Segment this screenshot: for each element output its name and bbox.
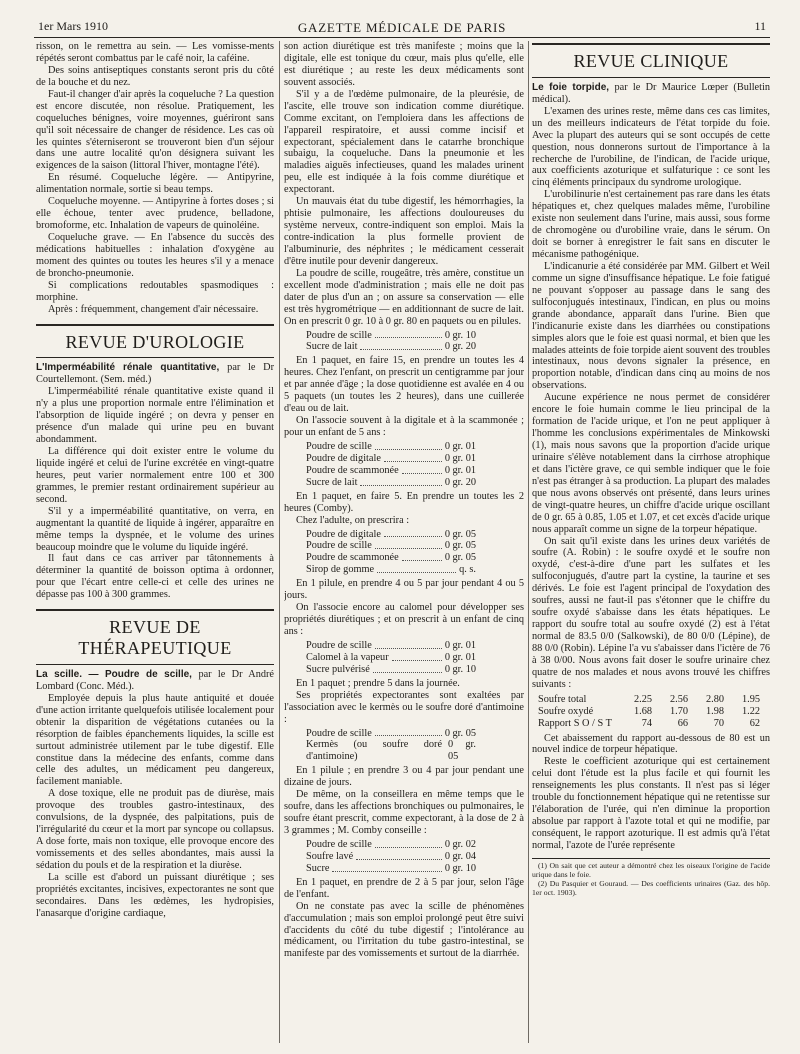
table-cell: 74 [641, 717, 652, 729]
paragraph: Ses propriétés expectorantes sont exaltées par l'association avec le kermès ou le soufre doré d'antimoine : [284, 689, 524, 725]
ingredient: Poudre de scille [306, 639, 372, 651]
ingredient: Poudre de scille [306, 540, 372, 552]
prescription-line [306, 863, 476, 875]
dot-leader [375, 441, 442, 450]
paragraph: La différence qui doit exister entre le volume du liquide ingéré et celui de l'urine excrétée en vingt-quatre heures, peut varier normalement entre 100 et 300 grammes, le premier restant ordinairement supérieur au second. [36, 446, 274, 505]
prescription-line [306, 341, 476, 353]
paragraph: On l'associe souvent à la digitale et à la scammonée ; pour un enfant de 5 ans : [284, 415, 524, 438]
dot-leader [402, 465, 442, 474]
ingredient: Poudre de scille [306, 440, 372, 452]
table-row [538, 694, 770, 706]
dot-leader [356, 851, 442, 860]
paragraph: La scille est d'abord un puissant diurétique ; ses propriétés excitantes, incisives, expectorantes ne sont que secondaires. Dans les œdèmes, les hydropisies, l'anasarque d'origine cardiaque, [36, 871, 274, 919]
footnotes [532, 858, 770, 898]
table-row [538, 718, 770, 730]
dose: 0 gr. 01 [444, 651, 476, 663]
journal-title: GAZETTE MÉDICALE DE PARIS [297, 20, 507, 35]
paragraph: En 1 paquet, en faire 5. En prendre un toutes les 2 heures (Comby). [284, 490, 524, 514]
article-byline: par le Dr Maurice Lœper (Bulletin médical). [532, 81, 770, 105]
paragraph: Reste le coefficient azoturique qui est certainement celui dont l'étude est la plus facile et qui fournit les renseignements les plus constants. Il n'est pas si léger trouble du fonctionnement hépatique qui ne retentisse sur l'élaboration de l'urée, qui n'en diminue la proportion absolue par rapport à l'azote total et qui ne modifie, par conséquent, le rapport azoturique. Il est admis qu'à l'état normal, l'azote de l'urée représente [532, 756, 770, 851]
sulfur-table [538, 694, 770, 730]
dot-leader [375, 330, 442, 339]
prescription-line [306, 728, 476, 740]
dose: 0 gr. 05 [448, 739, 476, 763]
paragraph: L'urobilinurie n'est certainement pas rare dans les états hépatiques et, chez quelques malades même, l'urobiline existe non seulement dans l'urine, mais aussi, sous forme de chromogène ou d'urobiline vraie, dans le sérum. On doit se borner à enregistrer le fait sans en discuter le mécanisme pathogénique. [532, 189, 770, 260]
dose: 0 gr. 05 [444, 727, 476, 739]
article-title: L'Imperméabilité rénale quantitative, [36, 362, 220, 374]
paragraph: L'indicanurie a été considérée par MM. Gilbert et Weil comme un signe d'insuffisance hépatique. Le foie fatigué ne pouvant s'opposer au passage dans le sang des sulfoconjugués intestinaux, l'indican, en plus ou moins grande abondance, apparaît dans l'urine. Bien que l'indicanurie existe dans les diarrhées ou constipations simples alors que le foie est quasi normal, et bien que les malades atteints de foie torpide aient souvent des troubles intestinaux, nous devons signaler la présence, en proportion notable, d'indican dans cinq au moins de nos observations. [532, 260, 770, 392]
prescription-line [306, 640, 476, 652]
page-header [38, 20, 766, 36]
article-title: La scille. — Poudre de scille, [36, 668, 192, 680]
dose: 0 gr. 05 [444, 552, 476, 564]
prescription-line [306, 851, 476, 863]
paragraph: S'il y a imperméabilité quantitative, on verra, en augmentant la quantité de liquide à ingérer, apparaître en même temps la dyspnée, et le volume des urines beaucoup moindre que le volume du liquide ingéré. [36, 505, 274, 553]
table-cell: 70 [713, 717, 724, 729]
paragraph: De même, on la conseillera en même temps que le soufre, dans les affections bronchiques ou pulmonaires, le soufre étant prescrit, comme expectorant, à la dose de 2 à 3 grammes ; M. Comby conseille : [284, 789, 524, 836]
section-heading-urologie: REVUE D'UROLOGIE [36, 324, 274, 359]
dot-leader [375, 640, 442, 649]
dot-leader [384, 453, 442, 462]
prescription-block [306, 728, 476, 764]
table-cell: 1.22 [741, 705, 760, 717]
prescription-line [306, 529, 476, 541]
column-right [532, 41, 770, 1043]
dose: 0 gr. 05 [444, 528, 476, 540]
ingredient: Poudre de scille [306, 838, 372, 850]
table-cell: 1.95 [741, 693, 760, 705]
article-byline: par le Dr Courtellemont. (Sem. méd.) [36, 362, 274, 386]
prescription-block [306, 529, 476, 577]
dose: q. s. [459, 564, 476, 576]
footnote: (1) On sait que cet auteur a démontré chez les oiseaux l'origine de l'acide urique dans le foie. [532, 860, 770, 879]
table-cell: 66 [677, 717, 688, 729]
paragraph: En 1 paquet, en faire 15, en prendre un toutes les 4 heures. Chez l'enfant, on prescrit un centigramme par jour et par année d'âge ; la dose quotidienne est avalée en 4 ou 5 paquets (un toutes les 2 heures), dans une cuillerée d'eau ou de lait. [284, 355, 524, 415]
dose: 0 gr. 20 [444, 341, 476, 353]
column-divider [279, 41, 280, 1043]
prescription-line [306, 453, 476, 465]
table-row [538, 706, 770, 718]
table-cell: 1.70 [669, 705, 688, 717]
dose: 0 gr. 10 [444, 663, 476, 675]
paragraph: son action diurétique est très manifeste ; moins que la digitale, elle est tonique du cœur, mais plus qu'elle, elle est diurétique ; au reste les deux médicaments sont souvent associés. [284, 41, 524, 88]
ingredient: Poudre de scille [306, 329, 372, 341]
article-heading [532, 82, 770, 106]
ingredient: Kermès (ou soufre doré d'antimoine) [306, 739, 443, 763]
dot-leader [375, 839, 442, 848]
prescription-line [306, 839, 476, 851]
prescription-line [306, 540, 476, 552]
paragraph: Un mauvais état du tube digestif, les hémorrhagies, la phtisie pulmonaire, les affections douloureuses du système nerveux, contre-indiquent son emploi. Mais la contre-indication la plus formelle provient de l'albuminurie, des néphrites ; le médicament cesserait d'être inutile pour devenir dangereux. [284, 196, 524, 267]
paragraph: Cet abaissement du rapport au-dessous de 80 est un nouvel indice de torpeur hépatique. [532, 732, 770, 756]
dot-leader [332, 863, 441, 872]
prescription-block [306, 441, 476, 489]
dot-leader [360, 477, 441, 486]
dose: 0 gr. 01 [444, 440, 476, 452]
section-heading-clinique: REVUE CLINIQUE [532, 43, 770, 78]
paragraph: Employée depuis la plus haute antiquité et douée d'une action irritante quelquefois utilisée localement pour obtenir la disparition de végétations cutanées ou la résorption de faibles épanchements liquides, la scille est surtout administrée utilement par le tube digestif. Elle constitue dans la médecine des enfants, comme dans celle des adultes, un médicament peu dangereux, facilement maniable. [36, 692, 274, 788]
dot-leader [402, 552, 442, 561]
paragraph: Aucune expérience ne nous permet de considérer encore le foie humain comme le lieu principal de la formation de l'acide urique, et l'on ne peut appliquer à l'homme les conclusions expérimentales de Minkowski (1), mais nous savons que la proportion d'acide urique urinaire s'élève notablement dans la cirrhose atrophique et dans l'ictère grave, ce qui semble indiquer que le foie n'est pas étranger à sa production. La plupart des malades que nous avons observés ont présenté, dans leurs urines de vingt-quatre heures, un chiffre d'acide urique oscillant de 0 gr. 65 à 0.85, 1.05 et 1.07, et cet excès d'acide urique nous apparaît comme un signe de la torpeur hépatique. [532, 392, 770, 535]
ingredient: Calomel à la vapeur [306, 651, 389, 663]
prescription-line [306, 477, 476, 489]
ingredient: Sucre [306, 862, 330, 874]
prescription-line [306, 330, 476, 342]
paragraph: Faut-il changer d'air après la coqueluche ? La question est encore discutée, non résolue. Pratiquement, les coqueluches bénignes, voire moyennes, guériront sans qu'il soit nécessaire de changer de résidence. Les cas où les quintes s'éterniseront se trouveront bien d'un séjour dans une autre localité qu'on désignera suivant les exigences de la saison (littoral l'hiver, montagne l'été). [36, 88, 274, 172]
row-label: Soufre oxydé [538, 705, 594, 717]
paragraph: En résumé. Coqueluche légère. — Antipyrine, alimentation normale, sortie si beau temps. [36, 172, 274, 196]
paragraph: L'examen des urines reste, même dans ces cas limites, un des meilleurs indicateurs de l'état torpide du foie. Avec la plupart des auteurs qui se sont occupés de cette question, nous donnerons surtout de l'importance à la recherche de l'urobiline, de l'indican, de l'acide urique, aux coefficients azoturique et sulfaturique : ce sont les cinq éléments principaux du syndrome urologique. [532, 105, 770, 189]
ingredient: Poudre de scille [306, 727, 372, 739]
dot-leader [373, 664, 442, 673]
paragraph: L'imperméabilité rénale quantitative existe quand il n'y a plus une proportion normale entre l'élimination et l'absorption de liquide ingéré ; on devra y penser en présence d'un malade qui urine peu en buvant abondamment. [36, 386, 274, 446]
table-cell: 1.68 [633, 705, 652, 717]
table-cell: 62 [749, 717, 760, 729]
footnote: (2) Du Pasquier et Gouraud. — Des coefficients urinaires (Gaz. des hôp. 1er oct. 1903). [532, 878, 770, 897]
issue-date: 1er Mars 1910 [38, 19, 108, 33]
dose: 0 gr. 01 [444, 639, 476, 651]
page-number: 11 [754, 19, 766, 33]
prescription-line [306, 465, 476, 477]
dot-leader [375, 728, 442, 737]
row-label: Soufre total [538, 693, 587, 705]
paragraph: En 1 paquet ; prendre 5 dans la journée. [296, 677, 460, 689]
prescription-block [306, 330, 476, 354]
paragraph: En 1 pilule, en prendre 4 ou 5 par jour pendant 4 ou 5 jours. [284, 578, 524, 602]
paragraph: Des soins antiseptiques constants seront pris du côté de la bouche et du nez. [36, 64, 274, 88]
ingredient: Soufre lavé [306, 850, 354, 862]
paragraph: On ne constate pas avec la scille de phénomènes d'accumulation ; mais son emploi prolongé peut être suivi d'accidents du côté du tube digestif ; l'intolérance au médicament, ou l'irritation du tube gastro-intestinal, se manifeste par des vomissements et surtout de la diarrhée. [284, 900, 524, 960]
table-cell: 2.80 [705, 693, 724, 705]
paragraph: En 1 paquet, en prendre de 2 à 5 par jour, selon l'âge de l'enfant. [284, 876, 524, 900]
paragraph: Si complications redoutables spasmodiques : morphine. [36, 279, 274, 303]
paragraph: On sait qu'il existe dans les urines deux variétés de soufre (A. Robin) : le soufre oxydé et le soufre non oxydé, c'est-à-dire d'une part les sulfates et les sulfoconjugués, d'autre part la cystine, la taurine et ses dérivés. Le foie est l'agent principal de l'oxydation des soufres, aussi ne faut-il pas s'étonner que le chiffre du soufre oxydé s'abaisse dans les états hépatiques. Le rapport du soufre total au soufre oxydé (2) est à l'état normal de 83.5 0/0 (Salkowski), de 80 0/0 (Lépine), de 88 0/0 (Robin). Lépine l'a vu s'abaisser dans l'ictère de 76 à 38 0/00. Nous avons fait doser le soufre urinaire chez quatre de nos malades et nous avons trouvé les chiffres suivants : [532, 535, 770, 690]
prescription-line [306, 664, 476, 676]
prescription-block [306, 839, 476, 875]
table-cell: 2.25 [633, 693, 652, 705]
prescription-block [306, 640, 476, 676]
article-heading [36, 669, 274, 693]
paragraph: A dose toxique, elle ne produit pas de diurèse, mais provoque des troubles gastro-intestinaux, des convulsions, de la dyspnée, des palpitations, puis de l'irrégularité du cœur et la mort par syncope ou collapsus. A dose forte, mais non toxique, elle provoque encore des vomissements et des selles abondantes, mais aussi la sédation du pouls et de la respiration et la diurèse. [36, 788, 274, 871]
column-divider [528, 41, 529, 1043]
row-label: Rapport S O / S T [538, 717, 612, 729]
dot-leader [392, 652, 442, 661]
dot-leader [384, 529, 442, 538]
paragraph: Après : fréquemment, changement d'air nécessaire. [48, 303, 259, 315]
prescription-line [306, 552, 476, 564]
dose: 0 gr. 10 [444, 862, 476, 874]
column-left [36, 41, 274, 1043]
paragraph: On l'associe encore au calomel pour développer ses propriétés diurétiques ; et on prescrit à un enfant de cinq ans : [284, 602, 524, 637]
article-title: Le foie torpide, [532, 81, 610, 93]
prescription-line [306, 441, 476, 453]
paragraph: Il faut dans ce cas arriver par tâtonnements à déterminer la quantité de boisson optima à ordonner, pour que l'écart entre celle-ci et celle des urines ne dépasse pas 100 à 300 grammes. [36, 553, 274, 601]
paragraph: Chez l'adulte, on prescrira : [296, 514, 410, 526]
table-cell: 1.98 [705, 705, 724, 717]
paragraph: Coqueluche moyenne. — Antipyrine à fortes doses ; si elle échoue, tenter avec prudence, belladone, bromoforme, etc. Inhalation de vapeurs de quinoléine. [36, 196, 274, 232]
prescription-line [306, 652, 476, 664]
dose: 0 gr. 02 [444, 838, 476, 850]
ingredient: Sucre pulvérisé [306, 663, 370, 675]
dose: 0 gr. 01 [444, 452, 476, 464]
dot-leader [377, 564, 456, 573]
prescription-line [306, 739, 476, 763]
dose: 0 gr. 20 [444, 476, 476, 488]
column-middle [284, 41, 524, 1043]
paragraph: La poudre de scille, rougeâtre, très amère, constitue un excellent mode d'administration ; mais elle ne doit pas dater de plus d'un an ; on assure sa conservation — elle est très hygrométrique — en additionnant de sucre de lait. On en prescrit 0 gr. 10 à 0 gr. 80 en paquets ou en pilules. [284, 267, 524, 327]
ingredient: Poudre de digitale [306, 452, 381, 464]
ingredient: Sucre de lait [306, 341, 358, 353]
dot-leader [360, 341, 441, 350]
paragraph: S'il y a de l'œdème pulmonaire, de la pleurésie, de l'ascite, elle trouve son indication comme diurétique. Comme excitant, on l'emploiera dans les affections de l'appareil respiratoire, et aussi comme incisif et expectorant, spécialement dans le catarrhe bronchique subaigu, la coqueluche. Dans la pneumonie et les maladies aiguës infectieuses, quand les malades urinent peu, elle est indiquée à la fois comme diurétique et expectorant. [284, 88, 524, 196]
ingredient: Poudre de digitale [306, 528, 381, 540]
dose: 0 gr. 10 [444, 329, 476, 341]
dose: 0 gr. 04 [444, 850, 476, 862]
ingredient: Poudre de scammonée [306, 552, 399, 564]
article-heading [36, 362, 274, 386]
paragraph: En 1 pilule ; en prendre 3 ou 4 par jour pendant une dizaine de jours. [284, 765, 524, 789]
paragraph: Coqueluche grave. — En l'absence du succès des médications habituelles : inhalation d'oxygène au moment des quintes ou toutes les heures s'il y a menace de broncho-pneumonie. [36, 232, 274, 279]
ingredient: Poudre de scammonée [306, 464, 399, 476]
dose: 0 gr. 01 [444, 464, 476, 476]
prescription-line [306, 564, 476, 576]
article-byline: par le Dr André Lombard (Conc. Méd.). [36, 668, 274, 692]
header-rule [34, 37, 770, 38]
section-heading-therapeutique: REVUE DE THÉRAPEUTIQUE [36, 609, 274, 665]
paragraph: risson, on le remettra au sein. — Les vomisse-ments répétés seront combattus par le café noir, la caféine. [36, 41, 274, 64]
dose: 0 gr. 05 [444, 540, 476, 552]
ingredient: Sucre de lait [306, 476, 358, 488]
ingredient: Sirop de gomme [306, 564, 375, 576]
dot-leader [375, 540, 442, 549]
table-cell: 2.56 [669, 693, 688, 705]
